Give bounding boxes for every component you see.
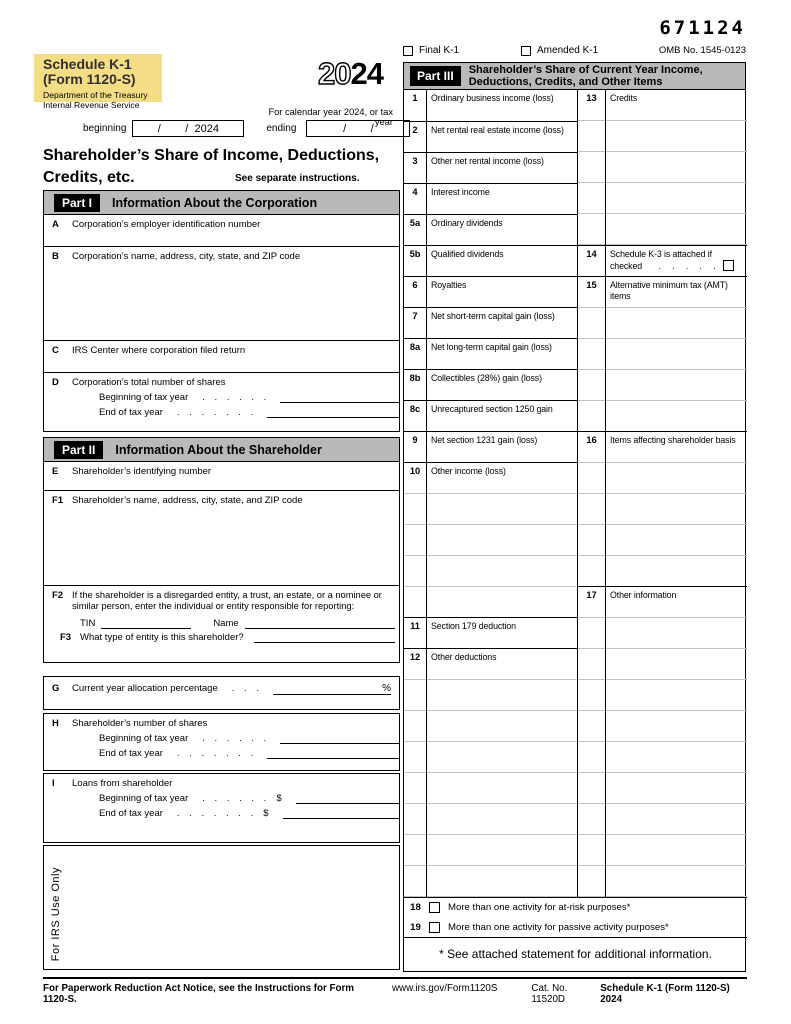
item-number: 12 — [404, 649, 427, 897]
item-number: 8b — [404, 370, 427, 400]
part3-item-1 — [404, 90, 577, 121]
item-number: 4 — [404, 184, 427, 214]
row-d-label: Corporation’s total number of shares — [72, 377, 226, 388]
catalog-number: Cat. No. 11520D — [531, 983, 568, 1005]
item-label: Credits — [610, 93, 638, 103]
item-number: 5b — [404, 246, 427, 276]
part3-item-8c — [404, 400, 577, 431]
dept-treasury-label: Department of the Treasury — [43, 90, 148, 100]
row-h-end — [99, 747, 399, 759]
row-d-end-label: End of tax year — [99, 407, 163, 418]
row-f1-letter: F1 — [52, 495, 64, 506]
row-i-beginning-label: Beginning of tax year — [99, 793, 189, 804]
k3-attached-line1: Schedule K-3 is attached if — [610, 249, 712, 259]
dollar-sign: $ — [276, 793, 282, 804]
part3-item-13 — [577, 90, 747, 245]
item-number: 11 — [404, 618, 427, 648]
item-number: 18 — [410, 902, 421, 913]
part3-item-3 — [404, 152, 577, 183]
agency-block — [43, 90, 148, 110]
item-number: 15 — [578, 277, 606, 431]
row-f3 — [60, 632, 395, 643]
calendar-year-line: For calendar year 2024, or tax year — [268, 107, 393, 127]
attached-statement-note: * See attached statement for additional information. — [404, 937, 747, 972]
row-i-label: Loans from shareholder — [72, 778, 173, 789]
part3-grid — [403, 90, 746, 972]
part3-item-11 — [404, 617, 577, 648]
dot-leader: . . . . . . — [202, 793, 267, 804]
entity-type-field[interactable] — [254, 632, 395, 643]
page-title-line2: Credits, etc. — [43, 169, 135, 186]
part3-item-4 — [404, 183, 577, 214]
form-title-block — [43, 57, 136, 87]
item-label — [606, 246, 736, 276]
item-number: 8c — [404, 401, 427, 431]
row-e[interactable] — [44, 462, 399, 491]
part3-item-5a — [404, 214, 577, 245]
year-bold-digits: 24 — [350, 56, 383, 91]
footer-rule — [43, 977, 747, 979]
row-d-beginning-label: Beginning of tax year — [99, 392, 189, 403]
tin-field[interactable] — [101, 618, 191, 629]
tin-name-row — [80, 618, 395, 629]
final-k1-checkbox[interactable] — [403, 46, 413, 56]
form-1120s-label: (Form 1120-S) — [43, 71, 136, 87]
name-field[interactable] — [245, 618, 395, 629]
tax-year-dates-row — [83, 120, 410, 137]
shares-end-field[interactable] — [267, 406, 399, 418]
item-number: 10 — [404, 463, 427, 617]
item-label: Other information — [610, 590, 677, 600]
row-g-panel — [43, 676, 400, 710]
row-b-letter: B — [52, 251, 59, 262]
part3-header — [403, 62, 746, 90]
row-d-beginning — [99, 391, 399, 403]
item-label: Other income (loss) — [431, 466, 506, 476]
part2-title: Information About the Shareholder — [115, 442, 322, 457]
dot-leader: . . . . . . . — [176, 808, 254, 819]
item-label: Other deductions — [431, 652, 497, 662]
item-label: Net long-term capital gain (loss) — [431, 342, 552, 352]
part3-item-8b — [404, 369, 577, 400]
row-h-beginning — [99, 732, 399, 744]
row-h-panel — [43, 713, 400, 771]
part3-item-5b — [404, 245, 577, 276]
row-a-letter: A — [52, 219, 59, 230]
item-number: 5a — [404, 215, 427, 245]
sh-shares-end-field[interactable] — [267, 747, 399, 759]
row-b-label: Corporation’s name, address, city, state, and ZIP code — [72, 251, 301, 262]
irs-use-only-label: For IRS Use Only — [50, 866, 62, 961]
row-i-end — [99, 807, 399, 819]
item-label: Interest income — [431, 187, 490, 197]
row-h-beginning-label: Beginning of tax year — [99, 733, 189, 744]
row-c[interactable] — [44, 341, 399, 373]
dollar-sign: $ — [263, 808, 269, 819]
part3-title-line2: Deductions, Credits, and Other Items — [468, 76, 663, 88]
irs-label: Internal Revenue Service — [43, 100, 140, 110]
row-e-label: Shareholder’s identifying number — [72, 466, 212, 477]
item-label: More than one activity for passive activity purposes* — [448, 921, 669, 933]
item-label: Ordinary dividends — [431, 218, 503, 228]
row-f2-letter: F2 — [52, 590, 64, 601]
row-b[interactable] — [44, 247, 399, 341]
part3-item-6 — [404, 276, 577, 307]
k3-attached-line2: checked — [610, 260, 643, 271]
tax-year — [318, 56, 383, 92]
passive-activity-checkbox[interactable] — [429, 922, 440, 933]
amended-k1-label: Amended K-1 — [537, 45, 599, 56]
beginning-label: beginning — [83, 123, 127, 134]
paperwork-notice: For Paperwork Reduction Act Notice, see the Instructions for Form 1120-S. — [43, 983, 355, 1005]
row-f3-label: What type of entity is this shareholder? — [80, 632, 244, 643]
part1-badge: Part I — [54, 194, 100, 212]
row-h-letter: H — [52, 718, 59, 729]
ending-date-field[interactable]: / / — [306, 120, 410, 137]
item-number: 19 — [410, 921, 421, 933]
part3-row-19 — [404, 917, 747, 937]
loans-end-field[interactable] — [283, 807, 399, 819]
part3-item-10 — [404, 462, 577, 617]
row-h — [44, 714, 399, 770]
k3-attached-checkbox[interactable] — [723, 260, 734, 271]
tin-label: TIN — [80, 618, 96, 629]
part3-title-line1: Shareholder’s Share of Current Year Income, — [468, 63, 703, 76]
part1-title: Information About the Corporation — [112, 195, 318, 210]
row-i-end-label: End of tax year — [99, 808, 163, 819]
sh-shares-beginning-field[interactable] — [280, 732, 399, 744]
row-f1-label: Shareholder’s name, address, city, state, and ZIP code — [72, 495, 303, 506]
dot-leader: . . . . . . . — [176, 748, 254, 759]
item-number: 6 — [404, 277, 427, 307]
part3-item-16 — [577, 431, 747, 586]
part3-title — [469, 64, 703, 89]
item-number: 2 — [404, 122, 427, 152]
part3-item-12 — [404, 648, 577, 897]
part2-badge: Part II — [54, 441, 103, 459]
row-g-label: Current year allocation percentage — [72, 683, 218, 694]
row-i-beginning — [99, 792, 399, 804]
item-number: 1 — [404, 90, 427, 121]
item-number: 17 — [578, 587, 606, 897]
row-i — [44, 774, 399, 842]
ending-label: ending — [266, 123, 297, 134]
item-number: 7 — [404, 308, 427, 338]
row-e-letter: E — [52, 466, 59, 477]
row-h-end-label: End of tax year — [99, 748, 163, 759]
item-number: 9 — [404, 432, 427, 462]
row-d-letter: D — [52, 377, 59, 388]
at-risk-checkbox[interactable] — [429, 902, 440, 913]
part1-header — [44, 191, 399, 215]
part2-panel — [43, 437, 400, 663]
item-label: Net rental real estate income (loss) — [431, 125, 564, 135]
part3-item-14 — [577, 245, 747, 276]
dot-leader: . . . — [231, 683, 259, 694]
part3-row-18 — [404, 897, 747, 917]
dot-leader: . . . . . . — [202, 733, 267, 744]
part3-badge: Part III — [410, 66, 461, 86]
page-title-line1: Shareholder’s Share of Income, Deductions, — [43, 147, 380, 164]
irs-use-only-box — [43, 845, 400, 970]
row-f2-text: If the shareholder is a disregarded entity, a trust, an estate, or a nominee or similar person, enter the individual or entity responsible for reporting: — [72, 590, 382, 611]
row-i-panel — [43, 773, 400, 843]
item-number: 13 — [578, 90, 606, 245]
item-label: More than one activity for at-risk purposes* — [448, 902, 631, 913]
item-label: Qualified dividends — [431, 249, 504, 259]
beginning-date-field[interactable]: / / 2024 — [132, 120, 244, 137]
final-k1-label: Final K-1 — [419, 45, 460, 56]
part3-item-15 — [577, 276, 747, 431]
row-a[interactable] — [44, 215, 399, 247]
row-d-end — [99, 406, 399, 418]
row-g-letter: G — [52, 683, 60, 694]
part3-item-17 — [577, 586, 747, 897]
footer — [43, 983, 747, 1005]
row-a-label: Corporation’s employer identification number — [72, 219, 261, 230]
item-number: 14 — [578, 246, 606, 276]
dot-leader: . . . . . — [658, 260, 716, 271]
part1-panel — [43, 190, 400, 432]
part3-item-7 — [404, 307, 577, 338]
irs-url: www.irs.gov/Form1120S — [391, 983, 498, 994]
shares-beginning-field[interactable] — [280, 391, 399, 403]
item-label: Ordinary business income (loss) — [431, 93, 554, 103]
schedule-k1-label: Schedule K-1 — [43, 56, 132, 72]
year-outline-digits: 20 — [318, 56, 351, 91]
k1-status-row — [403, 45, 746, 56]
part3-item-9 — [404, 431, 577, 462]
dot-leader: . . . . . . . — [176, 407, 254, 418]
row-f2-f3 — [44, 586, 399, 662]
omb-number: OMB No. 1545-0123 — [658, 45, 746, 56]
loans-beginning-field[interactable] — [296, 792, 399, 804]
row-c-label: IRS Center where corporation filed return — [72, 345, 246, 356]
row-f3-letter: F3 — [60, 632, 72, 643]
part2-header — [44, 438, 399, 462]
item-label: Net short-term capital gain (loss) — [431, 311, 555, 321]
item-label: Unrecaptured section 1250 gain — [431, 404, 553, 414]
row-f1[interactable] — [44, 491, 399, 586]
item-label: Alternative minimum tax (AMT) items — [610, 280, 728, 301]
row-g — [44, 677, 399, 709]
item-label: Collectibles (28%) gain (loss) — [431, 373, 542, 383]
item-number: 8a — [404, 339, 427, 369]
row-c-letter: C — [52, 345, 59, 356]
form-id-footer: Schedule K-1 (Form 1120-S) 2024 — [600, 983, 730, 1005]
name-label: Name — [213, 618, 239, 629]
item-label: Other net rental income (loss) — [431, 156, 544, 166]
part3-item-2 — [404, 121, 577, 152]
row-d — [44, 373, 399, 432]
part3-item-8a — [404, 338, 577, 369]
item-label: Items affecting shareholder basis — [610, 435, 736, 445]
amended-k1-checkbox[interactable] — [521, 46, 531, 56]
form-barcode: 671124 — [659, 17, 746, 39]
row-h-label: Shareholder’s number of shares — [72, 718, 208, 729]
dot-leader: . . . . . . — [202, 392, 267, 403]
see-separate-instructions: See separate instructions. — [235, 173, 360, 184]
item-label: Net section 1231 gain (loss) — [431, 435, 538, 445]
row-i-letter: I — [52, 778, 55, 789]
allocation-percentage-field[interactable]: % — [273, 683, 391, 695]
item-label: Royalties — [431, 280, 467, 290]
item-number: 3 — [404, 153, 427, 183]
item-label: Section 179 deduction — [431, 621, 516, 631]
item-number: 16 — [578, 432, 606, 586]
